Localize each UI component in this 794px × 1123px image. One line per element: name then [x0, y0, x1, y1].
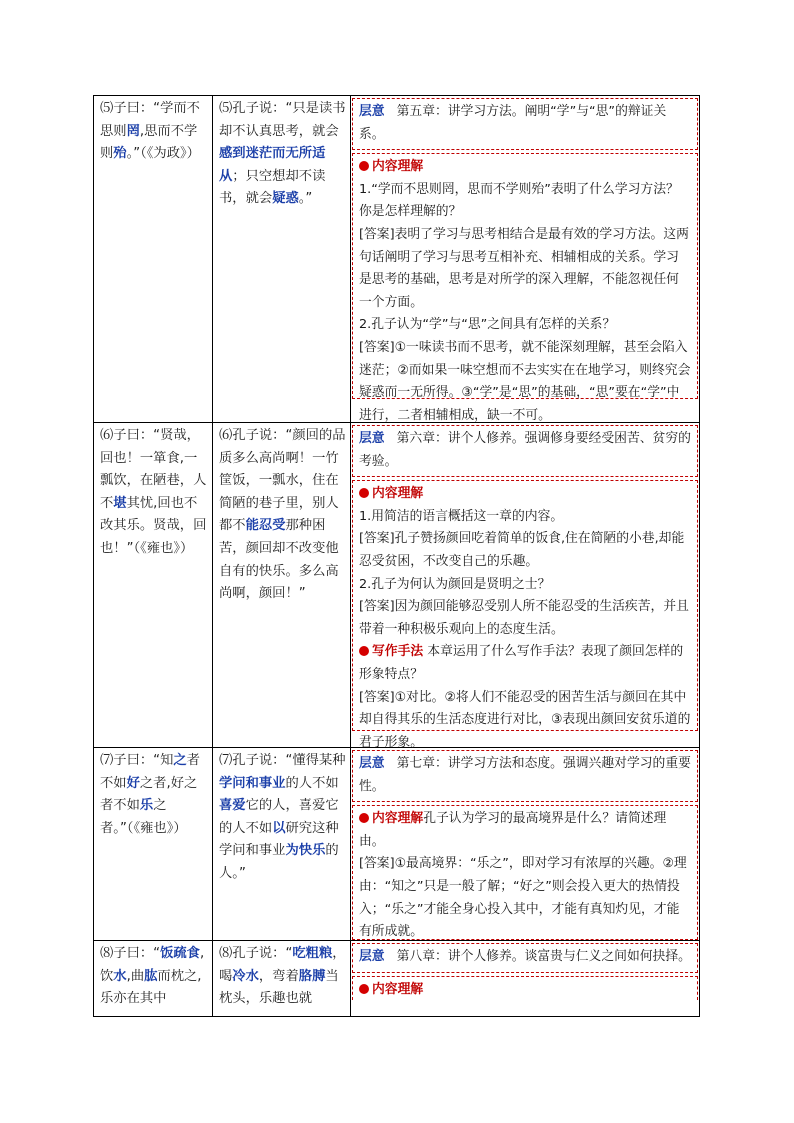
translation-cell	[213, 96, 351, 423]
key-word: 罔	[126, 123, 140, 139]
key-word: 水	[113, 968, 127, 984]
key-word: 好	[126, 775, 140, 791]
analysis-cell	[351, 423, 700, 748]
question: 2.孔子认为“学”与“思”之间具有怎样的关系？	[359, 317, 616, 333]
key-word: 以	[272, 820, 286, 836]
section-title: 内容理解	[372, 981, 424, 997]
text: ，弯着	[258, 968, 299, 984]
key-word: 殆	[113, 146, 127, 162]
red-dot-icon	[359, 488, 369, 498]
key-word: 冷水	[232, 968, 259, 984]
text: 者不如	[100, 753, 200, 791]
answer: [答案]因为颜回能够忍受别人所不能忍受的生活疾苦，并且带着一种积极乐观向上的态度生活。	[359, 599, 689, 637]
key-word: 乐	[139, 798, 154, 814]
analysis-cell	[351, 748, 700, 941]
original-text-cell	[94, 941, 213, 1017]
analysis-cell	[351, 941, 700, 1017]
text: ⑺子曰：“知	[100, 753, 174, 768]
text: 学而不思则	[100, 101, 200, 139]
text: ⑹子曰：“贤哉，回也！一箪食,一瓢饮，在陋巷，人不	[100, 428, 207, 511]
text: ,饮	[100, 946, 205, 984]
table-row	[94, 96, 700, 423]
translation-cell	[213, 748, 351, 941]
table-row	[94, 941, 700, 1017]
chapter-summary: 第七章：讲学习方法和态度。强调兴趣对学习的重要性。	[359, 756, 691, 794]
text: 它的人，喜爱它的人不如	[219, 798, 339, 836]
text: ,曲	[126, 968, 145, 984]
text: 。”	[298, 191, 313, 207]
text: 而枕之,乐亦在其中	[100, 968, 202, 1007]
key-word: 吃粗粮	[292, 946, 333, 962]
key-word: 胳膊	[298, 968, 326, 984]
section-title: 内容理解	[372, 486, 424, 502]
original-text-cell	[94, 423, 213, 748]
text: 研究这种学问和事业	[219, 820, 339, 859]
key-word: 喜爱	[219, 798, 246, 814]
question: 2.孔子为何认为颜回是贤明之士？	[359, 576, 551, 592]
key-word: 饭疏食	[160, 946, 200, 962]
question: 本章运用了什么写作手法？表现了颜回怎样的形象特点？	[359, 644, 684, 682]
text: ⑻子曰：“	[100, 946, 161, 962]
text: 其忧,回也不改其乐。贤哉，回也！”（《雍也》）	[100, 495, 207, 556]
text: ⑻孔子说：“	[219, 946, 293, 962]
content-box	[352, 480, 698, 750]
content-box	[352, 805, 698, 940]
text: ,思而不学则	[100, 123, 198, 162]
red-dot-icon	[359, 984, 369, 994]
key-word: 为快乐	[285, 843, 326, 859]
chapter-meaning-box	[352, 98, 698, 150]
chapter-summary: 第五章：讲学习方法。阐明“学”与“思”的辩证关系。	[359, 104, 667, 142]
text: 之者。”（《雍也》）	[100, 798, 187, 836]
text: ⑹孔子说：“颜回的品质多么高尚啊！一竹筐饭，一瓢水，住在简陋的巷子里，别人都不	[219, 428, 346, 534]
answer: [答案]①对比。②将人们不能忍受的困苦生活与颜回在其中却自得其乐的生活态度进行对比，③表现出颜回安贫乐道的君子形象。	[359, 689, 691, 750]
key-word: 疑惑	[272, 191, 299, 207]
answer: [答案]①最高境界：“乐之”，即对学习有浓厚的兴趣。②理由：“知之”只是一般了解；“好之”则会投入更大的热情投入；“乐之”才能全身心投入其中，才能有真知灼见，才能有所成就。	[359, 856, 687, 940]
chapter-tag: 层意	[359, 104, 385, 119]
text: 的人。”	[219, 843, 339, 881]
table-row	[94, 748, 700, 941]
text: ⑺孔子说：“懂得某种	[219, 753, 346, 768]
question: 1.用简洁的语言概括这一章的内容。	[359, 508, 564, 524]
text: 那种困苦，颜回却不改变他自有的快乐。多么高尚啊，颜回！”	[219, 518, 339, 602]
key-word: 肱	[144, 968, 158, 984]
chapter-meaning-box	[352, 943, 698, 973]
red-dot-icon	[359, 646, 369, 656]
chapter-meaning-box	[352, 425, 698, 477]
red-dot-icon	[359, 813, 369, 823]
analysis-cell	[351, 96, 700, 423]
section-title: 写作手法	[372, 644, 424, 660]
question: 1.“学而不思则罔，思而不学则殆”表明了什么学习方法？你是怎样理解的？	[359, 181, 679, 220]
key-word: 能忍受	[245, 518, 286, 534]
answer: [答案]孔子赞扬颜回吃着简单的饭食,住在简陋的小巷,却能忍受贫困，不改变自己的乐趣。	[359, 531, 685, 569]
content-box	[352, 976, 698, 1000]
text: 。”（《为政》）	[126, 146, 200, 162]
chapter-summary: 第六章：讲个人修养。强调修身要经受困苦、贫穷的考验。	[359, 431, 691, 469]
text: ，喝	[219, 946, 346, 984]
original-text-cell	[94, 748, 213, 941]
answer: [答案]表明了学习与思考相结合是最有效的学习方法。这两句话阐明了学习与思考互相补充、相辅相成的关系。学习是思考的基础，思考是对所学的深入理解，不能忽视任何一个方面。	[359, 226, 689, 310]
text: 当枕头，乐趣也就	[219, 968, 339, 1007]
question: 孔子认为学习的最高境界是什么？请简述理由。	[359, 811, 667, 849]
text: 之者,好之者不如	[100, 775, 198, 814]
key-word: 感到迷茫而无所适从	[219, 146, 326, 184]
chapter-tag: 层意	[359, 756, 385, 771]
key-word: 之	[173, 753, 187, 768]
table-row	[94, 423, 700, 748]
section-title: 内容理解	[372, 811, 424, 827]
content-box	[352, 153, 698, 423]
chapter-meaning-box	[352, 750, 698, 802]
text: ；只空想却不读书，就会	[219, 168, 326, 207]
text: ⑸子曰：“	[100, 101, 161, 116]
section-title: 内容理解	[372, 159, 424, 175]
red-dot-icon	[359, 161, 369, 171]
text: 的人不如	[285, 775, 339, 791]
translation-cell	[213, 423, 351, 748]
chapter-tag: 层意	[359, 431, 385, 446]
chapter-summary: 第八章：讲个人修养。谈富贵与仁义之间如何抉择。	[396, 949, 691, 965]
key-word: 堪	[113, 495, 127, 511]
chapter-tag: 层意	[359, 949, 385, 965]
text: ⑸孔子说：“只是读书却不认真思考，就会	[219, 101, 346, 139]
answer: [答案]①一味读书而不思考，就不能深刻理解，甚至会陷入迷茫；②而如果一味空想而不去实实在在地学习，则终究会疑惑而一无所得。③“学”是“思”的基础，“思”要在“学”中进行，二者相辅相成，缺一不可。	[359, 339, 691, 423]
lunyu-table	[93, 95, 700, 1017]
key-word: 学问和事业	[219, 775, 286, 791]
original-text-cell	[94, 96, 213, 423]
translation-cell	[213, 941, 351, 1017]
